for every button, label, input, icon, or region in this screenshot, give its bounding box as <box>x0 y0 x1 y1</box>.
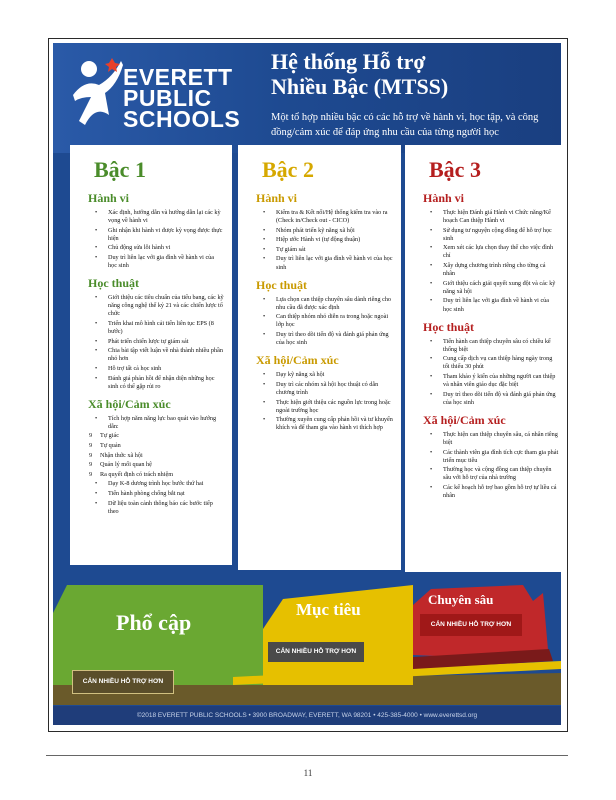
logo-wordmark <box>123 64 241 132</box>
list-item: • Xây dựng chương trình riêng cho từng cá nhân <box>443 262 559 278</box>
logo-line: SCHOOLS <box>123 106 241 132</box>
section-title: Xã hội/Cảm xúc <box>88 396 171 411</box>
list-item: • Hỗ trợ tất cả học sinh <box>108 365 224 373</box>
page-number: 11 <box>303 768 313 778</box>
list-item: • Can thiệp nhóm nhỏ diễn ra trong hoặc ngoài lớp học <box>276 313 393 329</box>
competency-sublist <box>86 432 224 478</box>
list-item: • Triển khai mô hình cải tiến liên tục EPS (8 bước) <box>108 320 224 336</box>
targeted-tier-label: Mục tiêu <box>296 600 361 619</box>
list-item: • Sử dụng tư nguyện cộng đồng để hỗ trợ học sinh <box>443 227 559 243</box>
section-title: Học thuật <box>88 276 139 291</box>
list-item: • Giới thiệu cách giải quyết xung đột và các kỹ năng xã hội <box>443 280 559 296</box>
sub-item: 9 Tự giác <box>100 432 224 440</box>
list-item: • Lựa chọn can thiệp chuyên sâu dành riêng cho nhu cầu đã được xác định <box>276 296 393 312</box>
logo-line: EVERETT <box>123 64 233 90</box>
page-divider <box>46 755 568 756</box>
title-line: Hệ thống Hỗ trợ <box>271 49 426 74</box>
section-title: Hành vi <box>256 191 298 205</box>
list-item: • Kiểm tra & Kết nối/Hệ thống kiểm tra vào ra (Check in/Check out - CICO) <box>276 209 393 225</box>
item-list <box>84 209 224 270</box>
list-item: • Ghi nhận khi hành vi được kỳ vọng được thực hiện <box>108 227 224 243</box>
list-item: • Dạy K-8 dương trình học bước thứ hai <box>108 480 224 488</box>
list-item: • Duy trì liên lạc với gia đình về hành vi của học sinh <box>108 254 224 270</box>
sub-item: 9 Nhận thức xã hội <box>100 452 224 460</box>
everett-logo <box>65 51 255 141</box>
tier-title: Bậc 2 <box>262 157 314 182</box>
list-item: • Thực hiện can thiệp chuyên sâu, cá nhân riêng biệt <box>443 431 559 447</box>
list-item: • Phát triển chiến lược tự giám sát <box>108 338 224 346</box>
list-item: • Nhóm phát triển kỹ năng xã hội <box>276 227 393 235</box>
poster-title <box>271 49 551 99</box>
section-title: Hành vi <box>88 191 130 205</box>
item-list <box>419 338 559 407</box>
list-item: • Dữ liệu toàn cảnh thông báo các bước tiếp theo <box>108 500 224 516</box>
more-support-tag: CẢN NHIỀU HỖ TRỢ HƠN <box>72 670 174 694</box>
more-support-tag: CẢN NHIỀU HỖ TRỢ HƠN <box>420 614 522 636</box>
list-item: • Tích hợp năm năng lực bao quát vào hướng dẫn: <box>108 415 224 431</box>
item-list <box>419 431 559 500</box>
list-item: • Cung cấp dịch vụ can thiệp hàng ngày trong tối thiểu 30 phút <box>443 355 559 371</box>
section-title: Hành vi <box>423 191 465 205</box>
list-item: • Giới thiệu các tiêu chuẩn của tiểu bang, các kỹ năng công nghệ thế kỷ 21 và các chiến lược tổ chức <box>108 294 224 318</box>
poster-header <box>53 43 561 153</box>
list-item: • Chia bài tập viết luận về nhà thành nhiều phần nhỏ hơn <box>108 347 224 363</box>
list-item: • Đánh giá phản hồi để nhận diện những học sinh có thể gặp rủi ro <box>108 375 224 391</box>
list-item: • Chủ động sửa lỗi hành vi <box>108 244 224 252</box>
list-item: • Dạy kỹ năng xã hội <box>276 371 393 379</box>
item-list <box>84 294 224 391</box>
tier-title: Bậc 1 <box>94 157 146 182</box>
list-item: • Thường xuyên cung cấp phản hồi và tư khuyến khích và để tham gia vào hành vi thích hợp <box>276 416 393 432</box>
tier-title: Bậc 3 <box>429 157 481 182</box>
tier-2-card <box>238 145 401 570</box>
list-item: • Hiệp ước Hành vi (tự động thuận) <box>276 236 393 244</box>
sub-item: 9 Tự quản <box>100 442 224 450</box>
intensive-tier-label: Chuyên sâu <box>428 592 494 607</box>
title-line: Nhiều Bậc (MTSS) <box>271 74 449 99</box>
item-list <box>84 415 224 431</box>
section-title: Học thuật <box>423 319 474 334</box>
list-item: • Các thành viên gia đình tích cực tham gia phát triển mục tiêu <box>443 449 559 465</box>
list-item: • Duy trì theo dõi tiến độ và đánh giá phản ứng của học sinh <box>276 331 393 347</box>
list-item: • Tự giám sát <box>276 246 393 254</box>
tier-3-card <box>405 145 567 572</box>
list-item: • Các kế hoạch hỗ trợ bao gồm hỗ trợ tự liều cá nhân <box>443 484 559 500</box>
more-support-tag: CẢN NHIỀU HỖ TRỢ HƠN <box>268 642 364 662</box>
list-item: • Tiến hành can thiệp chuyên sâu có chiều kế thống biệt <box>443 338 559 354</box>
section-title: Xã hội/Cảm xúc <box>423 412 506 427</box>
tier-1-card <box>70 145 232 565</box>
list-item: • Thực hiện giới thiệu các nguồn lực trong hoặc ngoài trường học <box>276 399 393 415</box>
list-item: • Duy trì các nhóm xã hội học thuật có dẫn chương trình <box>276 381 393 397</box>
item-list <box>84 480 224 515</box>
poster-footer: ©2018 EVERETT PUBLIC SCHOOLS • 3900 BROADWAY, EVERETT, WA 98201 • 425-385-4000 • www.everettsd.org <box>53 706 561 725</box>
item-list <box>252 371 393 432</box>
list-item: • Duy trì theo dõi tiến độ và đánh giá phản ứng của học sinh <box>443 391 559 407</box>
item-list <box>252 296 393 348</box>
sub-item: 9 Ra quyết định có trách nhiệm <box>100 471 224 479</box>
section-title: Xã hội/Cảm xúc <box>256 353 339 368</box>
section-title: Học thuật <box>256 277 307 292</box>
list-item: • Xem xét các lựa chọn thay thế cho việc đình chỉ <box>443 244 559 260</box>
poster-subtitle: Một tổ hợp nhiều bậc có các hỗ trợ về hành vi, học tập, và công đồng/cảm xúc để đáp ứng nhu cầu của từng người học <box>271 112 539 138</box>
logo-line: PUBLIC <box>123 85 212 111</box>
list-item: • Xác định, hướng dẫn và hướng dẫn lại các kỳ vọng về hành vi <box>108 209 224 225</box>
list-item: • Thực hiện Đánh giá Hành vi Chức năng/Kế hoạch Can thiệp Hành vi <box>443 209 559 225</box>
list-item: • Tiến hành phòng chống bắt nạt <box>108 490 224 498</box>
universal-tier-label: Phổ cập <box>116 610 192 635</box>
runner-figure-icon <box>65 55 125 135</box>
list-item: • Thường học và cộng đồng can thiệp chuyên sâu với hỗ trợ của nhà trường <box>443 466 559 482</box>
list-item: • Duy trì liên lạc với gia đình về hành vi của học sinh <box>443 297 559 313</box>
sub-item: 9 Quản lý mối quan hệ <box>100 461 224 469</box>
list-item: • Tham khảo ý kiến của những người can thiệp và nhân viên giáo dục đặc biệt <box>443 373 559 389</box>
list-item: • Duy trì liên lạc với gia đình về hành vi của học sinh <box>276 255 393 271</box>
item-list <box>252 209 393 272</box>
item-list <box>419 209 559 314</box>
